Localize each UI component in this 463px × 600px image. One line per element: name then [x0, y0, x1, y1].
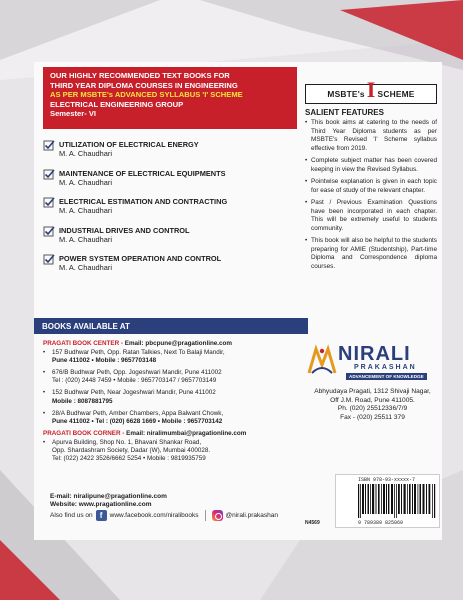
barcode	[335, 474, 440, 528]
book-author: M. A. Chaudhari	[59, 177, 112, 187]
bullet-icon: •	[305, 119, 308, 126]
isbn-text: ISBN 978-93-xxxxx-7	[358, 477, 416, 483]
store-address	[43, 389, 307, 405]
store-address	[43, 369, 307, 385]
store-name: PRAGATI BOOK CENTER -	[43, 340, 125, 347]
bullet-icon: •	[43, 390, 46, 397]
address-line: Ph. (020) 25512336/7/9	[337, 405, 408, 413]
address-line: Apurva Building, Shop No. 1, Bhavani Shankar Road,	[52, 438, 202, 446]
store-address	[43, 349, 307, 365]
book-item	[43, 226, 297, 245]
address-line: Tel : (020) 2448 7459 • Mobile : 9657703147 / 9657703149	[52, 377, 217, 385]
divider	[205, 510, 206, 521]
facebook-icon: f	[96, 510, 107, 521]
book-list	[43, 140, 297, 283]
find-us-label: Also find us on	[50, 512, 93, 519]
feature-item	[305, 237, 437, 271]
right-panel	[305, 77, 437, 275]
bullet-icon: •	[305, 199, 308, 206]
bullet-icon: •	[305, 178, 308, 185]
scheme-letter: I	[366, 77, 376, 102]
check-icon	[43, 226, 55, 238]
instagram-icon	[212, 510, 223, 521]
address-line: 157 Budhwar Peth, Opp. Ratan Talkies, Next To Balaji Mandir,	[52, 349, 225, 357]
book-author: M. A. Chaudhari	[59, 263, 112, 272]
address-line: Fax - (020) 25511 379	[340, 413, 405, 421]
barcode-icon	[358, 484, 436, 518]
scheme-left: MSBTE's	[327, 89, 365, 99]
feature-text: This book aims at catering to the needs of Third Year Diploma students as per MSBTE's Revised 'I' Scheme syllabus effective from 2019.	[311, 119, 437, 152]
facebook-link[interactable]: www.facebook.com/niralibooks	[109, 512, 199, 519]
feature-text: Complete subject matter has been covered keeping in view the Revised Syllabus.	[311, 157, 437, 173]
store-name: PRAGATI BOOK CORNER -	[43, 429, 127, 437]
feature-item	[305, 119, 437, 153]
book-author: M. A. Chaudhari	[59, 234, 112, 244]
header-line: ELECTRICAL ENGINEERING GROUP	[50, 99, 184, 109]
contact-footer	[50, 493, 167, 509]
footer-email[interactable]: E-mail: niralipune@pragationline.com	[50, 493, 167, 500]
book-item	[43, 197, 297, 216]
publisher-logo	[306, 343, 438, 385]
social-links	[50, 510, 278, 521]
store-email: Email: niralimumbai@pragationline.com	[126, 429, 247, 437]
store-heading	[43, 340, 307, 348]
address-line: 28/A Budhwar Peth, Amber Chambers, Appa Balwant Chowk,	[52, 409, 224, 417]
book-title: MAINTENANCE OF ELECTRICAL EQUIPMENTS	[59, 168, 226, 178]
address-line: Pune 411002 • Mobile : 9657703148	[52, 357, 157, 365]
bullet-icon: •	[305, 237, 308, 244]
book-title: INDUSTRIAL DRIVES AND CONTROL	[59, 225, 190, 235]
feature-text: Pointwise explanation is given in each topic for ease of study of the relevant chapter.	[311, 178, 437, 194]
barcode-number: 9 789389 825060	[358, 520, 404, 526]
address-line: Tel: (022) 2422 3526/6662 5254 • Mobile : 9819935759	[52, 455, 206, 463]
check-icon	[43, 254, 55, 266]
store-heading	[43, 430, 307, 438]
book-code: N4569	[305, 520, 320, 526]
bullet-icon: •	[43, 370, 46, 377]
features-list	[305, 119, 437, 271]
header-line: THIRD YEAR DIPLOMA COURSES IN ENGINEERING	[50, 80, 238, 90]
feature-text: Past / Previous Examination Questions have been incorporated in each chapter. This will be extremely useful to students community.	[311, 199, 437, 232]
bullet-icon: •	[43, 410, 46, 417]
book-title: ELECTRICAL ESTIMATION AND CONTRACTING	[59, 197, 228, 206]
book-item	[43, 140, 297, 159]
address-line: Abhyudaya Pragati, 1312 Shivaji Nagar,	[314, 388, 431, 395]
header-box	[43, 67, 297, 129]
address-line: Mobile : 8087881795	[52, 397, 113, 405]
book-title: POWER SYSTEM OPERATION AND CONTROL	[59, 254, 222, 263]
store-list	[43, 340, 307, 467]
salient-heading: SALIENT FEATURES	[305, 108, 384, 117]
book-author: M. A. Chaudhari	[59, 149, 112, 158]
book-author: M. A. Chaudhari	[59, 206, 112, 215]
book-title: UTILIZATION OF ELECTRICAL ENERGY	[59, 140, 199, 149]
scheme-badge	[305, 77, 437, 104]
address-line: 152 Budhwar Peth, Near Jogeshwari Mandir, Pune 411002	[52, 389, 216, 397]
publisher-tagline: ADVANCEMENT OF KNOWLEDGE	[346, 373, 427, 380]
feature-item	[305, 157, 437, 174]
book-item	[43, 169, 297, 188]
nirali-logo-icon	[306, 343, 338, 377]
instagram-link[interactable]: @nirali.prakashan	[225, 512, 279, 519]
publisher-name: NIRALI	[338, 343, 411, 365]
publisher-address	[305, 388, 440, 422]
address-line: Off J.M. Road, Pune 411005.	[330, 396, 415, 404]
bullet-icon: •	[43, 439, 46, 446]
address-line: Opp. Shardashram Society, Dadar (W), Mumbai 400028.	[52, 447, 211, 455]
address-line: Pune 411002 • Tel : (020) 6628 1669 • Mobile : 9657703142	[52, 417, 223, 425]
store-address	[43, 410, 307, 426]
bullet-icon: •	[305, 157, 308, 164]
check-icon	[43, 197, 55, 209]
store-email: Email: pbcpune@pragationline.com	[124, 340, 233, 347]
scheme-right: SCHEME	[377, 89, 415, 99]
publisher-sub: PRAKASHAN	[354, 364, 417, 371]
book-item	[43, 254, 297, 273]
available-heading: BOOKS AVAILABLE AT	[34, 318, 308, 334]
feature-text: This book will also be helpful to the students preparing for AMIE (Studentship), Part-time Diploma and Correspondence diploma courses.	[311, 237, 437, 270]
bullet-icon: •	[43, 350, 46, 357]
address-line: 676/B Budhwar Peth, Opp. Jogeshwari Mandir, Pune 411002	[52, 369, 222, 377]
header-line: Semester- VI	[50, 109, 97, 119]
feature-item	[305, 199, 437, 233]
store-address	[43, 439, 307, 463]
footer-website[interactable]: Website: www.pragationline.com	[50, 501, 152, 508]
check-icon	[43, 140, 55, 152]
check-icon	[43, 169, 55, 181]
feature-item	[305, 178, 437, 195]
header-line: AS PER MSBTE's ADVANCED SYLLABUS 'I' SCHEME	[50, 90, 243, 100]
header-line: OUR HIGHLY RECOMMENDED TEXT BOOKS FOR	[50, 71, 230, 80]
